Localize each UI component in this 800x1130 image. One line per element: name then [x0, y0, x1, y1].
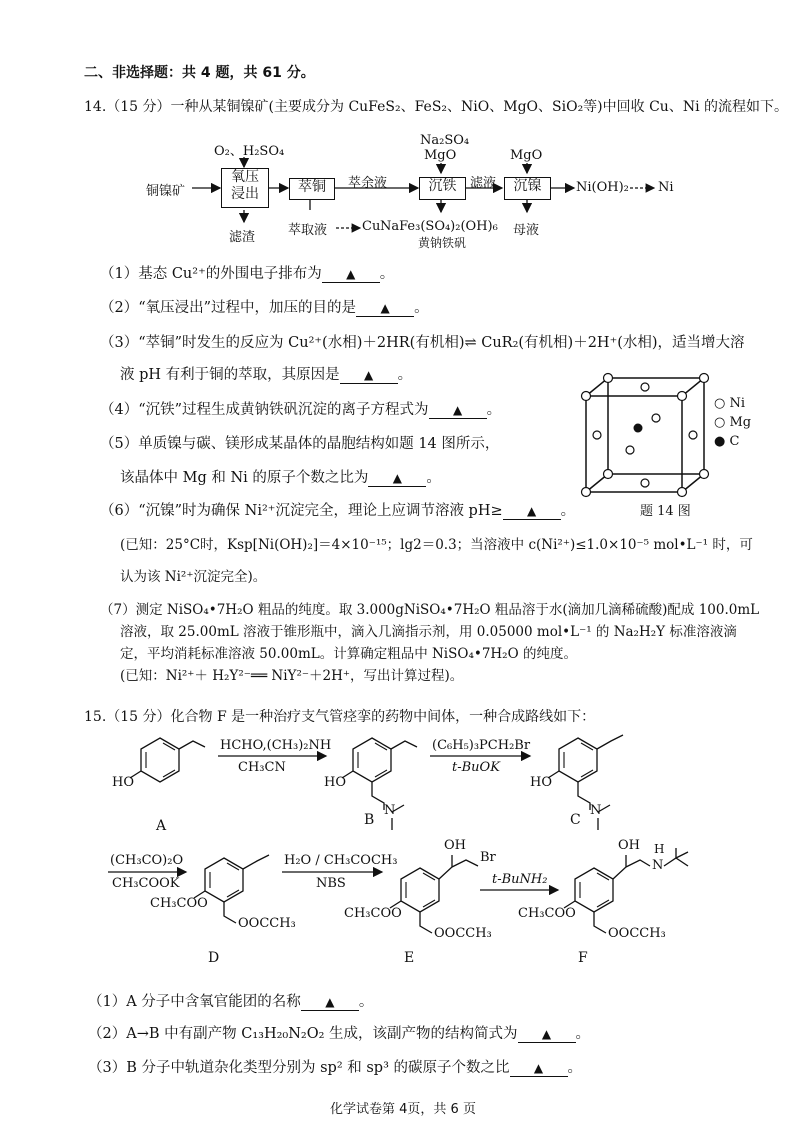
group-oac-e: OOCCH₃	[434, 926, 492, 941]
open-circle-icon: ○	[714, 415, 726, 430]
label-e: E	[404, 950, 415, 966]
flow-filtrate: 滤液	[470, 176, 497, 191]
group-oac-d: OOCCH₃	[238, 916, 296, 931]
answer-blank-14-5[interactable]: ▲	[368, 471, 426, 487]
group-h-f: H	[654, 842, 665, 856]
flow-raffinate: 萃余液	[348, 176, 388, 191]
q14-part6-line3: 认为该 Ni²⁺沉淀完全)。	[120, 569, 267, 585]
legend-mg: ○ Mg	[714, 415, 752, 430]
group-oh-f: OH	[618, 838, 640, 853]
flow-box1-line2: 浸出	[231, 186, 259, 202]
q14-part6-line2: (已知：25°C时，Ksp[Ni(OH)₂]＝4×10⁻¹⁵；lg2＝0.3；当溶液中 c(Ni²⁺)≤1.0×10⁻⁵ mol•L⁻¹ 时，可	[120, 537, 753, 553]
flow-cu: Cu	[362, 219, 381, 234]
q14-part5-line2: 该晶体中 Mg 和 Ni 的原子个数之比为 ▲ 。	[120, 470, 441, 486]
label-c: C	[570, 812, 581, 828]
flow-precipitate: NaFe₃(SO₄)₂(OH)₆	[380, 219, 498, 234]
molecule-f	[575, 868, 613, 912]
flow-extract-label: 萃取液	[288, 223, 328, 238]
legend-ni: ○ Ni	[714, 396, 746, 411]
flow-reagent1: O₂、H₂SO₄	[214, 144, 285, 159]
answer-blank-15-1[interactable]: ▲	[301, 995, 359, 1011]
flow-final: Ni	[658, 180, 674, 195]
q14-part7-line3: 定，平均消耗标准溶液 50.00mL。计算确定粗品中 NiSO₄•7H₂O 的纯度。	[120, 646, 577, 662]
reagent-bc-top: (C₆H₅)₃PCH₂Br	[432, 738, 531, 753]
group-ho-c: HO	[530, 775, 552, 790]
q14-part4: （4）“沉铁”过程生成黄钠铁矾沉淀的离子方程式为 ▲ 。	[100, 402, 502, 418]
group-n-c: N	[590, 803, 602, 818]
answer-blank-14-4[interactable]: ▲	[429, 403, 487, 419]
answer-blank-14-6[interactable]: ▲	[503, 504, 561, 520]
label-f: F	[578, 950, 588, 966]
q14-part7-line4: (已知：Ni²⁺＋ H₂Y²⁻══ NiY²⁻＋2H⁺，写出计算过程)。	[120, 668, 464, 684]
q14-intro: 14.（15 分）一种从某铜镍矿(主要成分为 CuFeS₂、FeS₂、NiO、MgO、SiO₂等)中回收 Cu、Ni 的流程如下。	[84, 99, 788, 115]
reagent-cd-bottom: CH₃COOK	[112, 876, 180, 891]
group-ac-e: CH₃COO	[344, 906, 402, 921]
reagent-ab-bottom: CH₃CN	[238, 760, 286, 775]
figure-caption: 题 14 图	[640, 504, 691, 519]
flow-reagent4: MgO	[510, 148, 543, 163]
group-oac-f: OOCCH₃	[608, 926, 666, 941]
filled-circle-icon: ●	[714, 434, 726, 449]
group-n-b: N	[384, 803, 396, 818]
molecule-b	[353, 738, 391, 782]
flow-product: Ni(OH)₂	[576, 180, 629, 195]
group-n-f: N	[652, 858, 664, 873]
q14-part7-line2: 溶液，取 25.00mL 溶液于锥形瓶中，滴入几滴指示剂，用 0.05000 mol•L⁻¹ 的 Na₂H₂Y 标准溶液滴	[120, 624, 737, 640]
reagent-bc-bottom: t-BuOK	[452, 760, 500, 775]
q14-part2: （2）“氧压浸出”过程中，加压的目的是 ▲ 。	[100, 300, 429, 316]
reagent-ab-top: HCHO,(CH₃)₂NH	[220, 738, 332, 753]
molecule-a	[141, 738, 179, 782]
molecule-d	[205, 858, 243, 902]
reagent-de-top: H₂O / CH₃COCH₃	[284, 853, 398, 868]
flow-residue: 滤渣	[229, 230, 256, 245]
label-a: A	[156, 818, 167, 834]
group-ho-a: HO	[112, 775, 134, 790]
flow-reagent3a: Na₂SO₄	[420, 133, 470, 148]
flow-reagent3b: MgO	[424, 148, 457, 163]
answer-blank-15-2[interactable]: ▲	[518, 1027, 576, 1043]
reagent-de-bottom: NBS	[316, 876, 346, 891]
q14-part5-line1: （5）单质镍与碳、镁形成某晶体的晶胞结构如题 14 图所示，	[100, 436, 500, 452]
q14-part3-line1: （3）“萃铜”时发生的反应为 Cu²⁺(水相)＋2HR(有机相)⇌ CuR₂(有机相)＋2H⁺(水相)，适当增大溶	[100, 335, 745, 351]
flow-box-fe-precip: 沉铁	[419, 177, 466, 200]
flow-precipitate-name: 黄钠铁矾	[418, 236, 467, 250]
reagent-ef-top: t-BuNH₂	[492, 872, 548, 887]
molecule-c	[559, 738, 597, 782]
group-oh-e: OH	[444, 838, 466, 853]
flow-mother-liquor: 母液	[513, 223, 540, 238]
molecule-e	[401, 868, 439, 912]
flow-start: 铜镍矿	[146, 184, 186, 199]
reagent-cd-top: (CH₃CO)₂O	[110, 853, 184, 868]
label-b: B	[364, 812, 375, 828]
group-ac-d: CH₃COO	[150, 896, 208, 911]
label-d: D	[208, 950, 220, 966]
q14-part3-line2: 液 pH 有利于铜的萃取，其原因是 ▲ 。	[120, 367, 413, 383]
q14-part7-line1: （7）测定 NiSO₄•7H₂O 粗品的纯度。取 3.000gNiSO₄•7H₂O 粗品溶于水(滴加几滴稀硫酸)配成 100.0mL	[100, 602, 760, 618]
group-br-e: Br	[480, 850, 496, 865]
group-ac-f: CH₃COO	[518, 906, 576, 921]
open-circle-icon: ○	[714, 396, 726, 411]
q15-part2: （2）A→B 中有副产物 C₁₃H₂₀N₂O₂ 生成，该副产物的结构简式为 ▲ 。	[88, 1026, 591, 1042]
flow-box-cu-extract: 萃铜	[289, 178, 335, 200]
legend-c: ● C	[714, 434, 740, 449]
answer-blank-14-1[interactable]: ▲	[322, 267, 380, 283]
q15-intro: 15.（15 分）化合物 F 是一种治疗支气管痉挛的药物中间体，一种合成路线如下：	[84, 709, 596, 725]
flow-box1-line1: 氧压	[231, 169, 259, 185]
page-footer: 化学试卷第 4页，共 6 页	[330, 1102, 476, 1117]
q14-part6-line1: （6）“沉镍”时为确保 Ni²⁺沉淀完全，理论上应调节溶液 pH≥ ▲ 。	[100, 503, 576, 519]
q14-part1: （1）基态 Cu²⁺的外围电子排布为 ▲ 。	[100, 266, 395, 282]
q15-part3: （3）B 分子中轨道杂化类型分别为 sp² 和 sp³ 的碳原子个数之比 ▲ 。	[88, 1060, 582, 1076]
answer-blank-15-3[interactable]: ▲	[510, 1061, 568, 1077]
q15-part1: （1）A 分子中含氧官能团的名称 ▲ 。	[88, 994, 374, 1010]
answer-blank-14-2[interactable]: ▲	[356, 301, 414, 317]
answer-blank-14-3[interactable]: ▲	[340, 368, 398, 384]
group-ho-b: HO	[324, 775, 346, 790]
section-header: 二、非选择题：共 4 题，共 61 分。	[84, 65, 315, 81]
flow-box-ni-precip: 沉镍	[504, 177, 551, 200]
